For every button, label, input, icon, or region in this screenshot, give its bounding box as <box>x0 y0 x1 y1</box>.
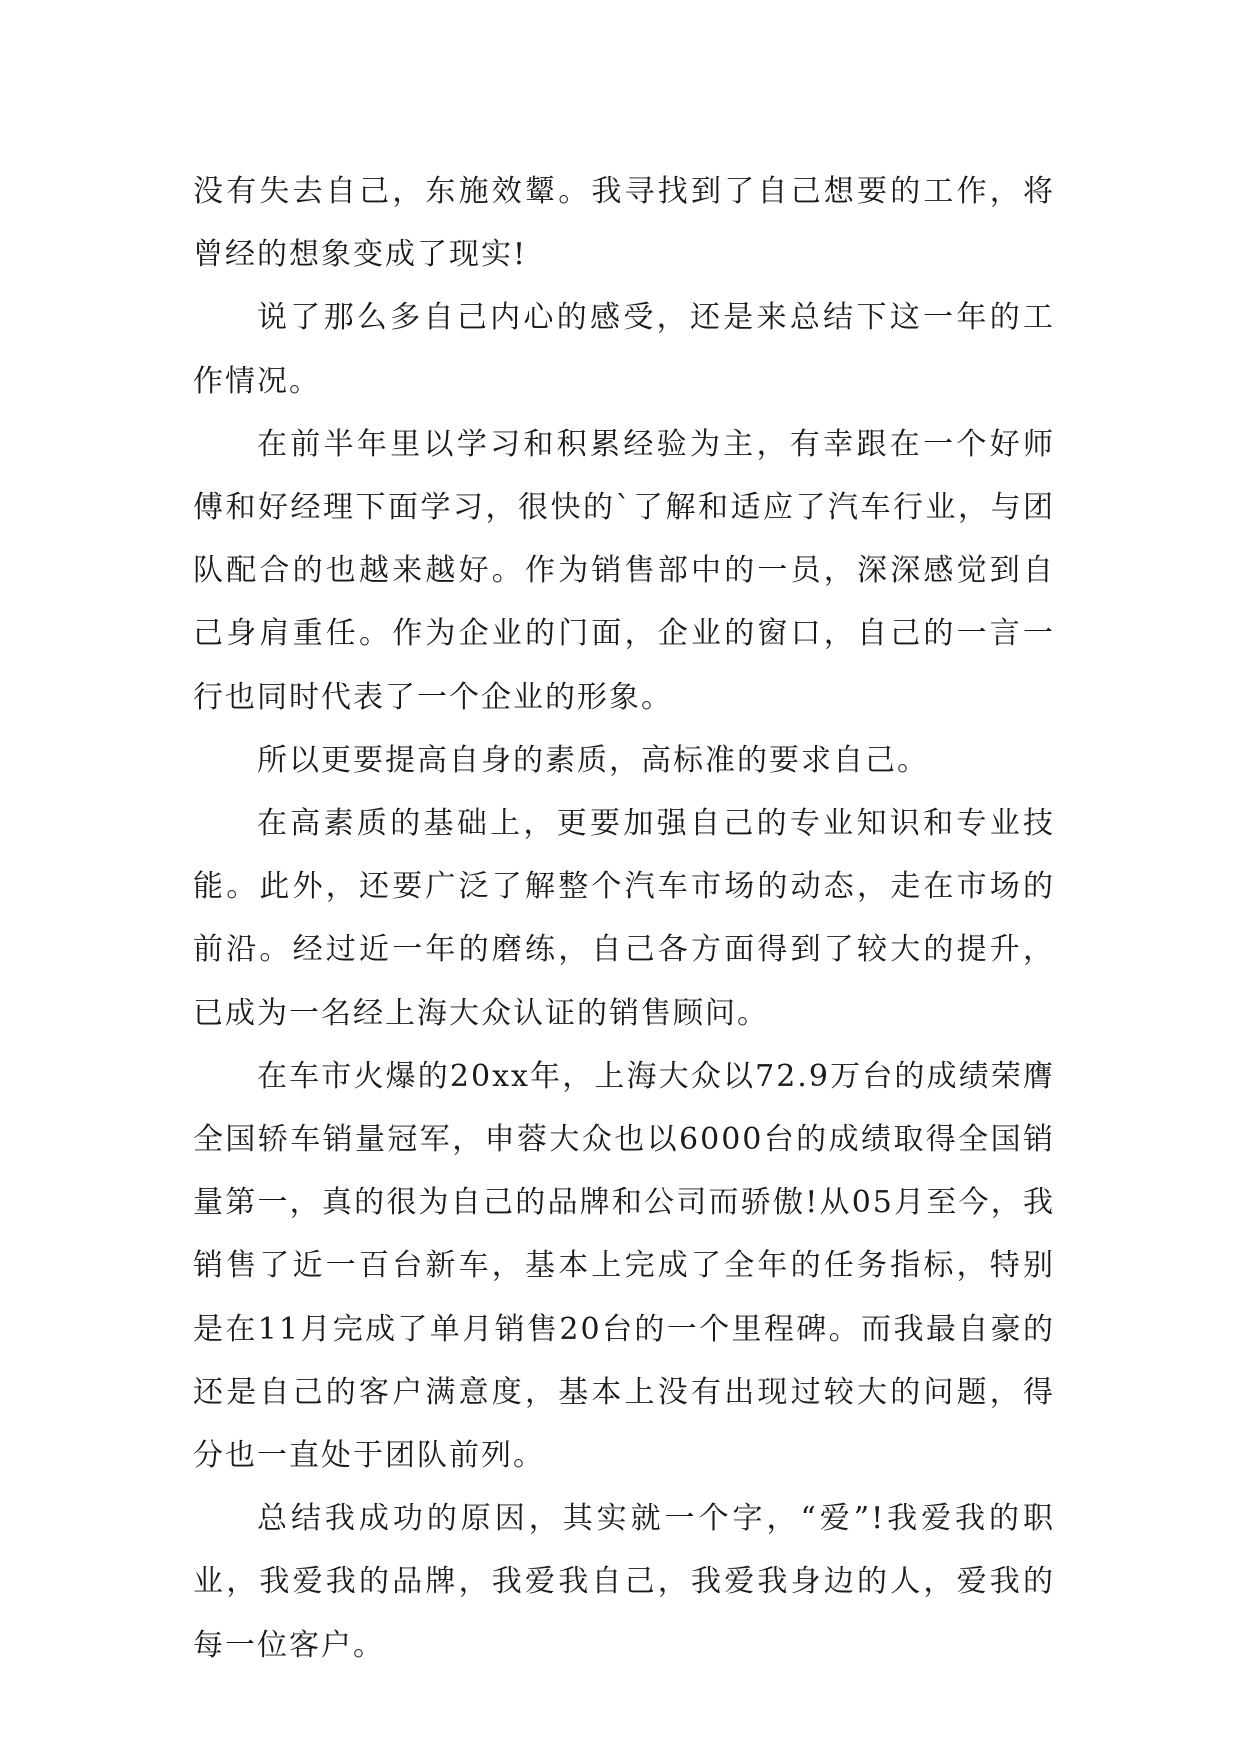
paragraph-4: 所以更要提高自身的素质，高标准的要求自己。 <box>257 742 929 778</box>
paragraph-2: 说了那么多自己内心的感受，还是来总结下这一年的工作情况。 <box>193 300 1055 399</box>
paragraph-7: 总结我成功的原因，其实就一个字，“爱”!我爱我的职业，我爱我的品牌，我爱我自己，我爱我身边的人，爱我的每一位客户。 <box>193 1501 1055 1663</box>
paragraph-1: 没有失去自己，东施效颦。我寻找到了自己想要的工作，将曾经的想象变成了现实! <box>193 174 1055 273</box>
paragraph-3: 在前半年里以学习和积累经验为主，有幸跟在一个好师傅和好经理下面学习，很快的`了解和适应了汽车行业，与团队配合的也越来越好。作为销售部中的一员，深深感觉到自己身肩重任。作为企业的门面，企业的窗口，自己的一言一行也同时代表了一个企业的形象。 <box>193 426 1055 715</box>
paragraph-5: 在高素质的基础上，更要加强自己的专业知识和专业技能。此外，还要广泛了解整个汽车市场的动态，走在市场的前沿。经过近一年的磨练，自己各方面得到了较大的提升，已成为一名经上海大众认证的销售顾问。 <box>193 806 1055 1031</box>
document-body <box>193 160 1055 1677</box>
paragraph-6: 在车市火爆的20xx年，上海大众以72.9万台的成绩荣膺全国轿车销量冠军，申蓉大众也以6000台的成绩取得全国销量第一，真的很为自己的品牌和公司而骄傲!从05月至今，我销售了近一百台新车，基本上完成了全年的任务指标，特别是在11月完成了单月销售20台的一个里程碑。而我最自豪的还是自己的客户满意度，基本上没有出现过较大的问题，得分也一直处于团队前列。 <box>193 1058 1055 1474</box>
